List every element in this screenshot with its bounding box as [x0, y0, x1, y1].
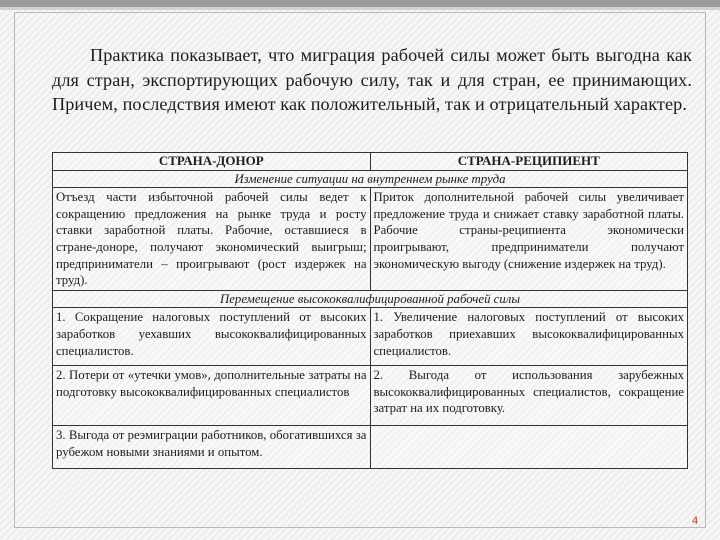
table-row — [53, 308, 688, 366]
table-header-row — [53, 153, 688, 171]
row3-recipient — [370, 425, 688, 468]
section-title-row — [53, 290, 688, 308]
section2-title: Перемещение высококвалифицированной рабочей силы — [53, 290, 688, 308]
section1-title: Изменение ситуации на внутреннем рынке труда — [53, 170, 688, 188]
row1-recipient: 1. Увеличение налоговых поступлений от высоких заработков приехавших высококвалифицированных специалистов. — [370, 308, 688, 366]
comparison-table — [52, 152, 688, 469]
top-decor-bar-light — [0, 7, 720, 10]
intro-paragraph: Практика показывает, что миграция рабочей силы может быть выгодна как для стран, экспортирующих рабочую силу, так и для стран, ее принимающих. Причем, последствия имеют как положительный, так и отрицательный характер. — [52, 45, 692, 114]
top-decor-bar — [0, 0, 720, 7]
header-donor: СТРАНА-ДОНОР — [53, 153, 371, 171]
row2-donor: 2. Потери от «утечки умов», дополнительные затраты на подготовку высококвалифицированных специалистов — [53, 366, 371, 426]
row3-donor: 3. Выгода от реэмиграции работников, обогатившихся за рубежом новыми знаниями и опытом. — [53, 425, 371, 468]
table-row — [53, 188, 688, 291]
table-row — [53, 366, 688, 426]
row2-recipient: 2. Выгода от использования зарубежных высококвалифицированных специалистов, сокращение затрат на их подготовку. — [370, 366, 688, 426]
section1-donor-text: Отъезд части избыточной рабочей силы ведет к сокращению предложения на рынке труда и росту ставки заработной платы. Рабочие, оставшиеся в стране-доноре, получают экономический выигрыш; предприниматели – проигрывают (рост издержек на труд). — [53, 188, 371, 291]
row1-donor: 1. Сокращение налоговых поступлений от высоких заработков уехавших высококвалифицированных специалистов. — [53, 308, 371, 366]
header-recipient: СТРАНА-РЕЦИПИЕНТ — [370, 153, 688, 171]
table-row — [53, 425, 688, 468]
section-title-row — [53, 170, 688, 188]
section1-recipient-text: Приток дополнительной рабочей силы увеличивает предложение труда и снижает ставку заработной платы. Рабочие страны-реципиента экономически проигрывают, предприниматели получают экономическую выгоду (снижение издержек на труд). — [370, 188, 688, 291]
page-number: 4 — [692, 515, 699, 527]
